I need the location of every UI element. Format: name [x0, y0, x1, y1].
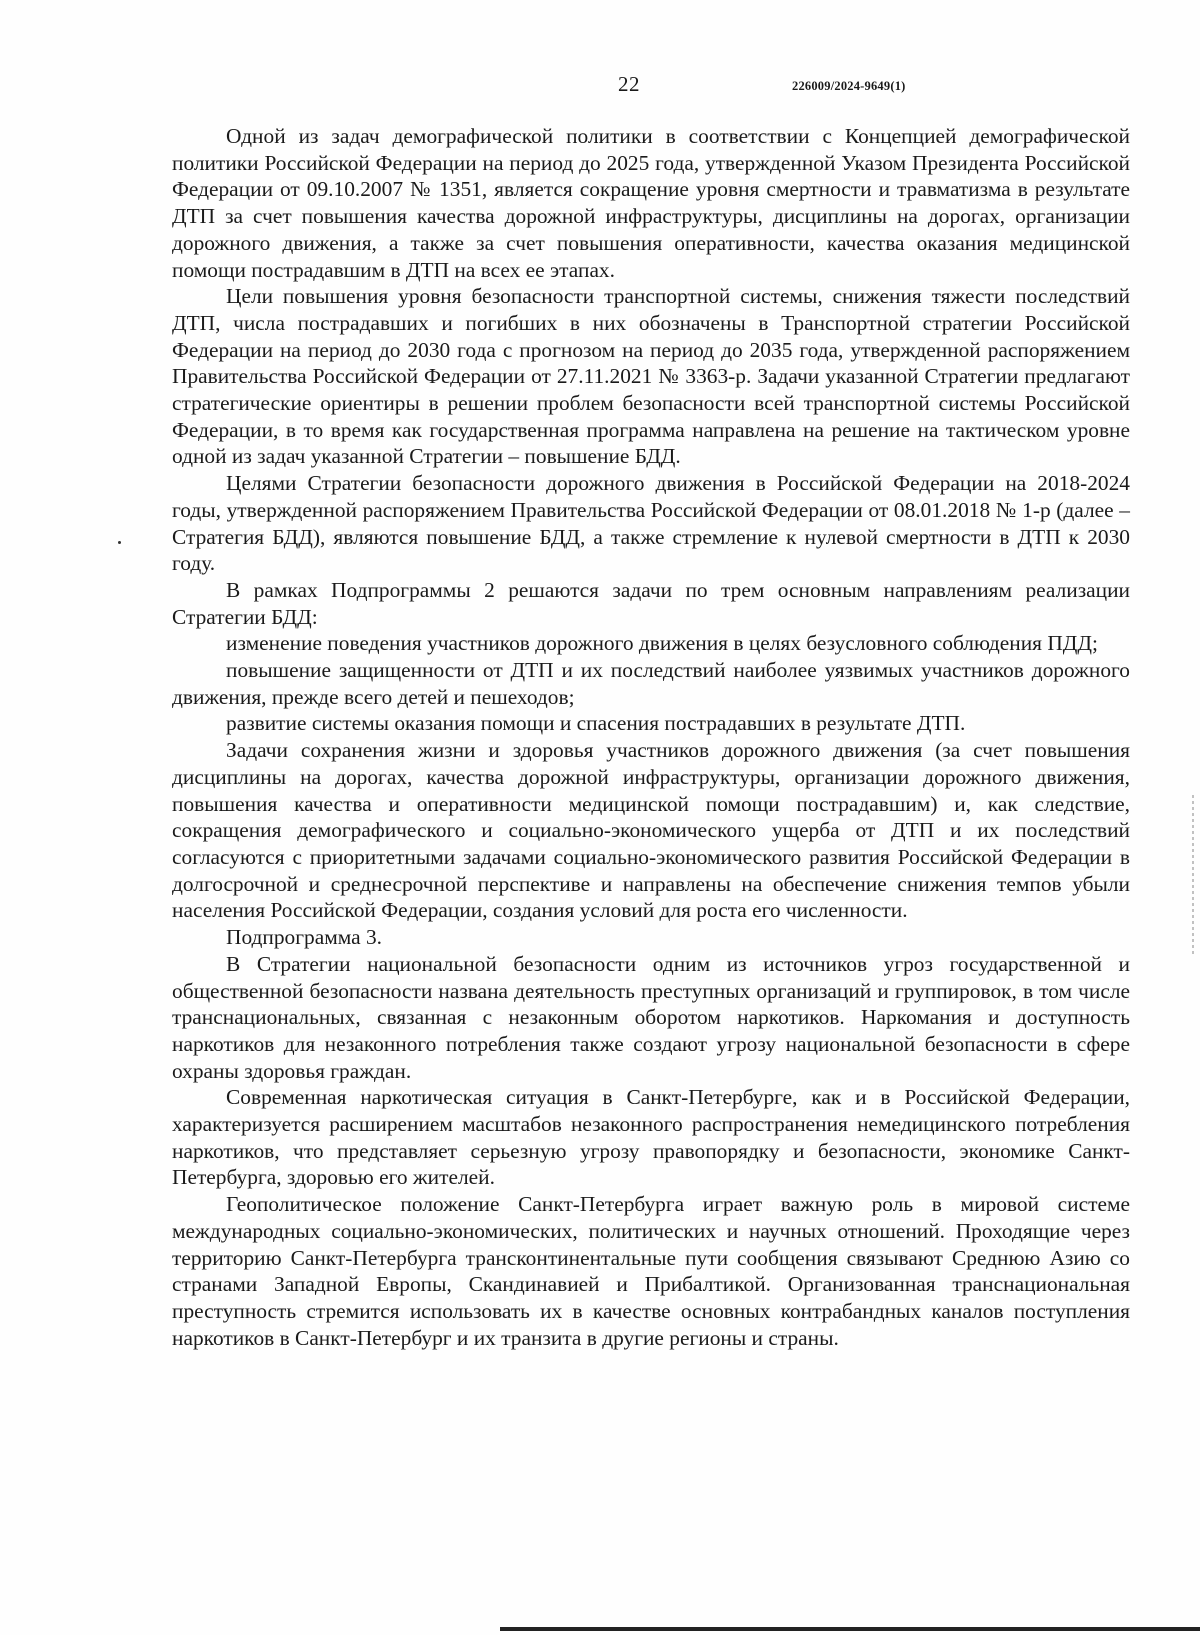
document-body: [172, 123, 1130, 1351]
scan-bottom-border: [500, 1627, 1200, 1631]
paragraph-subprogram-2-intro: В рамках Подпрограммы 2 решаются задачи по трем основным направлениям реализации Стратегии БДД:: [172, 577, 1130, 629]
document-id: 226009/2024-9649(1): [792, 79, 906, 93]
paragraph-drug-situation: Современная наркотическая ситуация в Санкт-Петербурге, как и в Российской Федерации, характеризуется расширением масштабов незаконного распространения немедицинского потребления наркотиков, что представляет серьезную угрозу правопорядку и безопасности, экономике Санкт-Петербурга, здоровью его жителей.: [172, 1085, 1130, 1190]
paragraph-geopolitical-position: Геополитическое положение Санкт-Петербурга играет важную роль в мировой системе международных социально-экономических, политических и научных отношений. Проходящие через территорию Санкт-Петербурга трансконтинентальные пути сообщения связывают Среднюю Азию со странами Западной Европы, Скандинавией и Прибалтикой. Организованная транснациональная преступность стремится использовать их в качестве основных контрабандных каналов поступления наркотиков в Санкт-Петербург и их транзита в другие регионы и страны.: [172, 1192, 1130, 1350]
list-item-vulnerable-protection: повышение защищенности от ДТП и их последствий наиболее уязвимых участников дорожного движения, прежде всего детей и пешеходов;: [172, 658, 1130, 709]
paragraph-national-security: В Стратегии национальной безопасности одним из источников угроз государственной и общественной безопасности названа деятельность преступных организаций и группировок, в том числе транснациональных, связанная с незаконным оборотом наркотиков. Наркомания и доступность наркотиков для незаконного потребления также создают угрозу национальной безопасности в сфере охраны здоровья граждан.: [172, 951, 1130, 1083]
scan-edge-mark: [1192, 795, 1194, 955]
paragraph-demographic-policy: Одной из задач демографической политики в соответствии с Концепцией демографической политики Российской Федерации на период до 2025 года, утвержденной Указом Президента Российской Федерации от 09.10.2007 № 1351, является сокращение уровня смертности и травматизма в результате ДТП за счет повышения качества дорожной инфраструктуры, дисциплины на дорогах, организации дорожного движения, а также за счет повышения оперативности, качества оказания медицинской помощи пострадавшим в ДТП на всех ее этапах.: [172, 124, 1130, 282]
paragraph-life-preservation-tasks: Задачи сохранения жизни и здоровья участников дорожного движения (за счет повышения дисциплины на дорогах, качества дорожной инфраструктуры, организации дорожного движения, повышения качества и оперативности медицинской помощи пострадавшим) и, как следствие, сокращения демографического и социально-экономического ущерба от ДТП и их последствий согласуются с приоритетными задачами социально-экономического развития Российской Федерации в долгосрочной и среднесрочной перспективе и направлены на обеспечение снижения темпов убыли населения Российской Федерации, создания условий для роста его численности.: [172, 738, 1130, 923]
scan-dot: [118, 541, 121, 544]
heading-subprogram-3: Подпрограмма 3.: [226, 925, 383, 950]
paragraph-transport-strategy: Цели повышения уровня безопасности транспортной системы, снижения тяжести последствий ДТП, числа пострадавших и погибших в них обозначены в Транспортной стратегии Российской Федерации на период до 2030 года с прогнозом на период до 2035 года, утвержденной распоряжением Правительства Российской Федерации от 27.11.2021 № 3363-р. Задачи указанной Стратегии предлагают стратегические ориентиры в решении проблем безопасности всей транспортной системы Российской Федерации, в то время как государственная программа направлена на решение на тактическом уровне одной из задач указанной Стратегии – повышение БДД.: [172, 284, 1130, 469]
paragraph-road-safety-strategy: Целями Стратегии безопасности дорожного движения в Российской Федерации на 2018-2024 годы, утвержденной распоряжением Правительства Российской Федерации от 08.01.2018 № 1-р (далее – Стратегия БДД), являются повышение БДД, а также стремление к нулевой смертности в ДТП к 2030 году.: [172, 471, 1130, 576]
page-number: 22: [618, 72, 640, 96]
list-item-rescue-system: развитие системы оказания помощи и спасения пострадавших в результате ДТП.: [226, 711, 966, 736]
list-item-behavior-change: изменение поведения участников дорожного движения в целях безусловного соблюдения ПДД;: [226, 631, 1098, 656]
